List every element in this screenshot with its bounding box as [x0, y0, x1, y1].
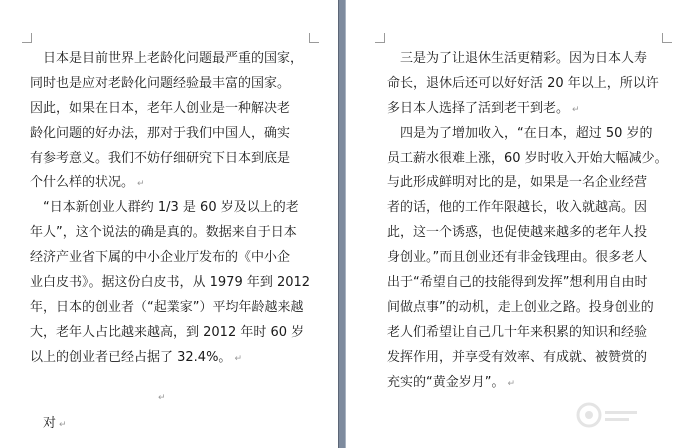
text-line — [387, 147, 668, 172]
text-line-content: 多日本人选择了活到老干到老。 — [387, 100, 570, 116]
paragraph-mark-icon: ↵ — [158, 393, 166, 403]
right-page-body[interactable] — [387, 47, 668, 395]
text-line — [387, 246, 668, 271]
text-line-content: 命长，退休后还可以好好活 20 年以上，所以许 — [387, 75, 659, 91]
text-line-content: 老人们希望让自己几十年来积累的知识和经验 — [387, 324, 648, 340]
text-line — [387, 72, 668, 97]
text-line — [387, 122, 668, 147]
crop-mark-top-left — [22, 33, 32, 43]
text-line-content: 年，日本的创业者（“起業家”）平均年龄越来越 — [30, 299, 304, 315]
text-line-content: 大，老年人占比越来越高，到 2012 年时 60 岁 — [30, 324, 305, 340]
text-line-content: 出于“希望自己的技能得到发挥”想利用自由时 — [387, 275, 648, 291]
text-line-content: 年人”，这个说法的确是真的。数据来自于日本 — [30, 225, 297, 241]
text-line-content: 日本是目前世界上老龄化问题最严重的国家， — [30, 51, 304, 66]
text-line — [30, 147, 310, 172]
text-line-content: 与此形成鲜明对比的是，如果是一名企业经营 — [387, 175, 648, 191]
text-line — [387, 296, 668, 321]
text-line-content: 三是为了让退休生活更精彩。因为日本人寿 — [387, 51, 648, 66]
last-line-text: 对 — [30, 416, 57, 431]
text-line-content: 以上的创业者已经占据了 32.4%。 — [30, 349, 232, 365]
text-line — [30, 221, 310, 246]
text-line — [30, 97, 310, 122]
crop-mark-top-left — [375, 33, 385, 43]
text-line-content: 此，这一个诱惑，也促使越来越多的老年人投 — [387, 225, 648, 241]
text-line — [30, 246, 310, 271]
text-line — [387, 321, 668, 346]
text-line — [387, 97, 668, 122]
text-line — [387, 171, 668, 196]
text-line — [387, 346, 668, 371]
crop-mark-top-right — [309, 33, 319, 43]
text-line-content: 因此，如果在日本，老年人创业是一种解决老 — [30, 100, 291, 116]
text-line — [30, 271, 310, 296]
text-line-content: 龄化问题的好办法，那对于我们中国人，确实 — [30, 125, 291, 141]
text-line-content: 员工薪水很难上涨，60 岁时收入开始大幅减少。 — [387, 150, 668, 166]
text-line-content: 充实的“黄金岁月”。 — [387, 374, 505, 390]
left-page-last-line[interactable] — [30, 412, 67, 438]
paragraph-mark-icon: ↵ — [507, 378, 516, 389]
text-line-content: 间做点事”的动机，走上创业之路。投身创业的 — [387, 299, 654, 315]
text-line — [387, 47, 668, 72]
watermark-logo-icon — [575, 396, 641, 434]
text-line-content: 业白皮书》。据这份白皮书，从 1979 年到 2012 — [30, 275, 311, 291]
text-line — [30, 47, 310, 72]
text-line — [30, 196, 310, 221]
paragraph-mark-icon: ↵ — [137, 179, 145, 190]
text-line-content: 经济产业省下属的中小企业厅发布的《中小企 — [30, 250, 291, 266]
text-line-content: 发挥作用，并享受有效率、有成就、被赞赏的 — [387, 349, 648, 365]
text-line — [30, 321, 310, 346]
crop-mark-top-right — [662, 33, 672, 43]
text-line — [387, 221, 668, 246]
text-line — [30, 346, 310, 371]
text-line-content: “日本新创业人群约 1/3 是 60 岁及以上的老 — [30, 200, 299, 216]
text-line-content: 者的话，他的工作年限越长，收入就越高。因 — [387, 200, 648, 216]
text-line — [30, 72, 310, 97]
left-page-body[interactable] — [30, 47, 310, 371]
text-line-content: 同时也是应对老龄化问题经验最丰富的国家。 — [30, 75, 291, 91]
text-line — [30, 171, 310, 196]
text-line — [30, 122, 310, 147]
right-page — [346, 0, 692, 448]
paragraph-mark-icon: ↵ — [59, 420, 67, 430]
left-page — [0, 0, 338, 448]
text-line — [387, 371, 668, 396]
text-line-content: 有参考意义。我们不妨仔细研究下日本到底是 — [30, 150, 291, 166]
paragraph-mark-icon: ↵ — [234, 353, 242, 364]
text-line-content: 个什么样的状况。 — [30, 175, 135, 191]
page-gutter — [338, 0, 346, 448]
text-line — [387, 196, 668, 221]
text-line — [30, 296, 310, 321]
paragraph-mark-icon: ↵ — [572, 104, 580, 115]
text-line-content: 四是为了增加收入，“在日本，超过 50 岁的 — [387, 125, 653, 141]
text-line-content: 身创业。”而且创业还有非金钱理由。很多老人 — [387, 250, 648, 266]
text-line — [387, 271, 668, 296]
